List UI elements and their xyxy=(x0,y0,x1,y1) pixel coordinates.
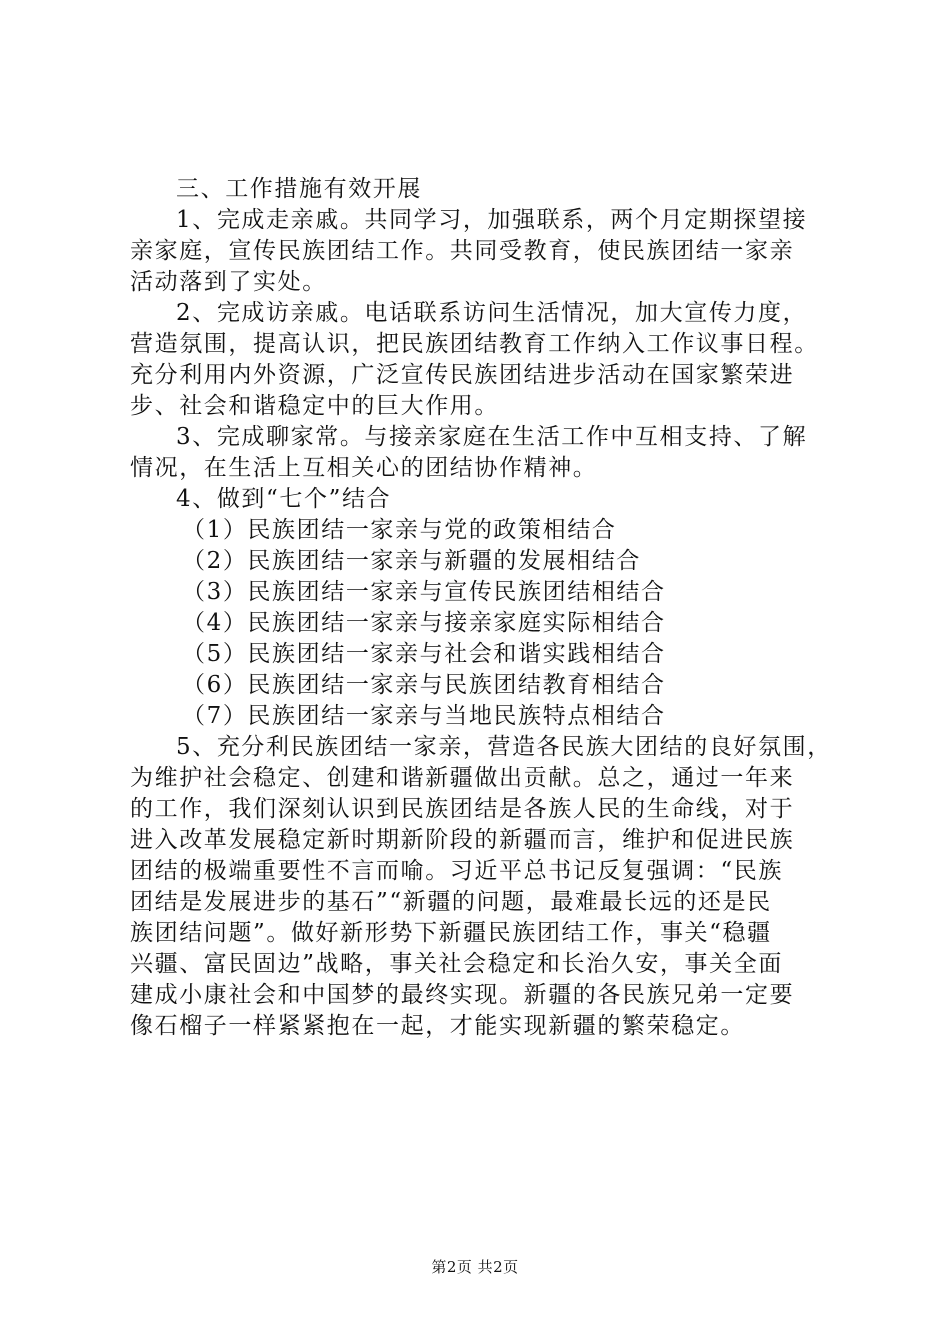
text-line: 团结的极端重要性不言而喻。习近平总书记反复强调：“民族 xyxy=(130,858,783,884)
text-line: 步、社会和谐稳定中的巨大作用。 xyxy=(130,393,499,419)
list-item: （1）民族团结一家亲与党的政策相结合 xyxy=(182,517,617,543)
text-line: 团结是发展进步的基石”“新疆的问题，最难最长远的还是民 xyxy=(130,889,772,915)
list-item: （7）民族团结一家亲与当地民族特点相结合 xyxy=(182,703,666,729)
list-item: （6）民族团结一家亲与民族团结教育相结合 xyxy=(182,672,666,698)
paragraph-start-line: 4、做到“七个”结合 xyxy=(176,486,392,512)
text-line: 建成小康社会和中国梦的最终实现。新疆的各民族兄弟一定要 xyxy=(130,982,795,1008)
text-line: 营造氛围，提高认识，把民族团结教育工作纳入工作议事日程。 xyxy=(130,331,819,357)
list-item: （2）民族团结一家亲与新疆的发展相结合 xyxy=(182,548,642,574)
text-line: 情况，在生活上互相关心的团结协作精神。 xyxy=(130,455,598,481)
paragraph-start-line: 5、充分利民族团结一家亲，营造各民族大团结的良好氛围， xyxy=(176,734,832,760)
text-line: 像石榴子一样紧紧抱在一起，才能实现新疆的繁荣稳定。 xyxy=(130,1013,745,1039)
text-line: 亲家庭，宣传民族团结工作。共同受教育，使民族团结一家亲 xyxy=(130,238,795,264)
page-footer: 第2页 共2页 xyxy=(431,1258,519,1276)
document-body xyxy=(130,174,830,1042)
text-line: 兴疆、富民固边”战略，事关社会稳定和长治久安，事关全面 xyxy=(130,951,783,977)
list-item: （5）民族团结一家亲与社会和谐实践相结合 xyxy=(182,641,666,667)
text-line: 的工作，我们深刻认识到民族团结是各族人民的生命线，对于 xyxy=(130,796,795,822)
text-line: 充分利用内外资源，广泛宣传民族团结进步活动在国家繁荣进 xyxy=(130,362,795,388)
list-item: （4）民族团结一家亲与接亲家庭实际相结合 xyxy=(182,610,666,636)
text-line: 进入改革发展稳定新时期新阶段的新疆而言，维护和促进民族 xyxy=(130,827,795,853)
text-line: 族团结问题”。做好新形势下新疆民族团结工作，事关“稳疆 xyxy=(130,920,772,946)
list-item: （3）民族团结一家亲与宣传民族团结相结合 xyxy=(182,579,666,605)
paragraph-start-line: 1、完成走亲戚。共同学习，加强联系，两个月定期探望接 xyxy=(176,207,808,233)
text-line: 活动落到了实处。 xyxy=(130,269,327,295)
section-heading: 三、工作措施有效开展 xyxy=(176,176,422,202)
paragraph-start-line: 2、完成访亲戚。电话联系访问生活情况，加大宣传力度， xyxy=(176,300,808,326)
paragraph-start-line: 3、完成聊家常。与接亲家庭在生活工作中互相支持、了解 xyxy=(176,424,808,450)
text-line: 为维护社会稳定、创建和谐新疆做出贡献。总之，通过一年来 xyxy=(130,765,795,791)
